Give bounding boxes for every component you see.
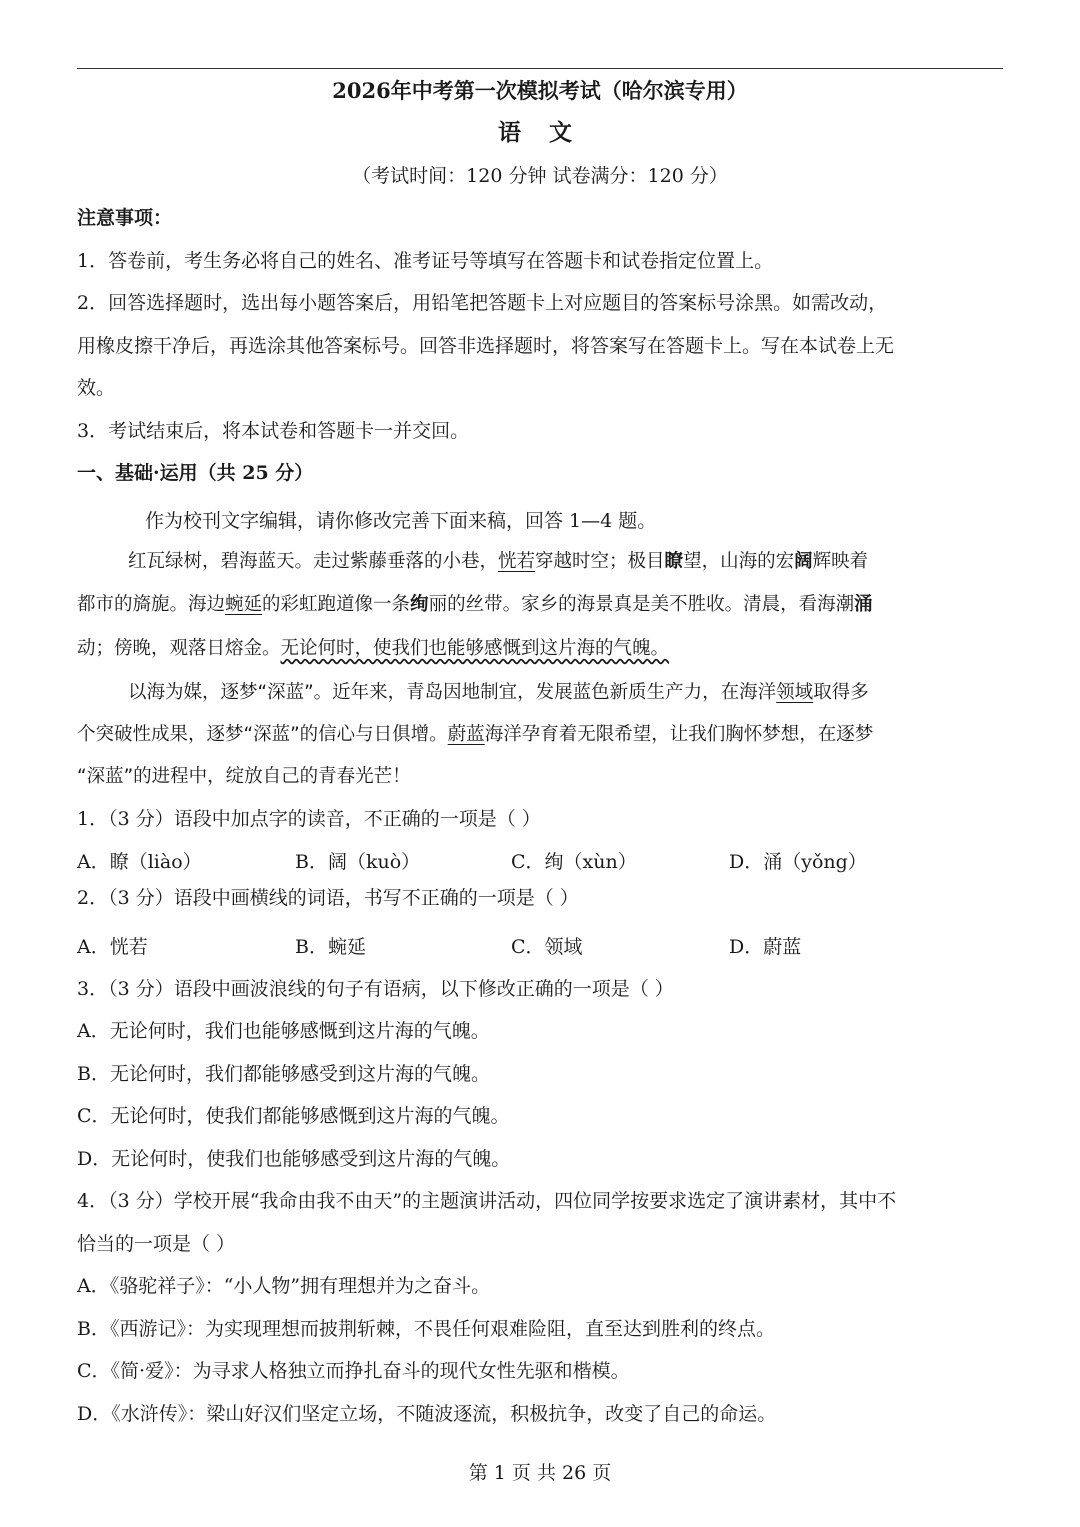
notice-item-2-line-3: 效。: [77, 377, 116, 399]
q3-option-a[interactable]: A．无论何时，我们也能够感慨到这片海的气魄。: [77, 1020, 490, 1042]
underlined-word-huangruo: 恍若: [498, 551, 536, 572]
notice-heading: 注意事项：: [77, 207, 173, 229]
passage-text: 以海为媒，逐梦“深蓝”。近年来，青岛因地制宜，发展蓝色新质生产力，在海洋: [128, 682, 777, 703]
q4-option-a[interactable]: A．《骆驼祥子》：“小人物”拥有理想并为之奋斗。: [77, 1275, 491, 1297]
passage-p2-line-2: [77, 722, 1003, 748]
q2-option-d[interactable]: D．蔚蓝: [729, 936, 802, 958]
section-intro: 作为校刊文字编辑，请你修改完善下面来稿，回答 1—4 题。: [145, 510, 657, 532]
q3-option-b[interactable]: B．无论何时，我们都能够感受到这片海的气魄。: [77, 1063, 490, 1085]
dotted-char-liao: 瞭: [664, 551, 684, 572]
passage-text: 望，山海的宏: [683, 551, 795, 572]
passage-p1-line-3: [77, 636, 1003, 662]
question-2-stem: 2．（3 分）语段中画横线的词语，书写不正确的一项是（ ）: [77, 887, 579, 909]
underlined-word-weilan: 蔚蓝: [447, 724, 485, 745]
q3-option-d[interactable]: D．无论何时，使我们也能够感受到这片海的气魄。: [77, 1148, 511, 1170]
passage-text: 海洋孕育着无限希望，让我们胸怀梦想，在逐梦: [484, 724, 874, 745]
q1-option-c[interactable]: C．绚（xùn）: [511, 851, 637, 873]
passage-text: 的彩虹跑道像一条: [262, 594, 411, 615]
passage-text: 穿越时空；极目: [535, 551, 665, 572]
passage-p1-line-2: [77, 592, 1003, 618]
dotted-char-yong: 涌: [854, 594, 873, 615]
q4-option-b[interactable]: B．《西游记》：为实现理想而披荆斩棘，不畏任何艰难险阻，直至达到胜利的终点。: [77, 1318, 775, 1340]
underlined-word-wanyan: 蜿延: [225, 594, 263, 615]
exam-info: （考试时间：120 分钟 试卷满分：120 分）: [352, 165, 728, 187]
passage-p1-line-1: [128, 549, 1003, 575]
q1-option-b[interactable]: B．阔（kuò）: [295, 851, 421, 873]
passage-text: 红瓦绿树，碧海蓝天。走过紫藤垂落的小巷，: [128, 551, 499, 572]
passage-p2-line-3: “深蓝”的进程中，绽放自己的青春光芒！: [77, 766, 411, 787]
q2-option-c[interactable]: C．领域: [511, 936, 583, 958]
top-rule: [77, 68, 1003, 69]
passage-text: 取得多: [813, 682, 869, 703]
passage-text: 个突破性成果，逐梦“深蓝”的信心与日俱增。: [77, 724, 448, 745]
notice-item-1: 1．答卷前，考生务必将自己的姓名、准考证号等填写在答题卡和试卷指定位置上。: [77, 250, 774, 272]
passage-text: 辉映着: [812, 551, 869, 572]
section-heading: 一、基础·运用（共 25 分）: [77, 462, 314, 484]
q1-option-d[interactable]: D．涌（yǒng）: [729, 851, 867, 873]
dotted-char-kuo: 阔: [794, 551, 813, 572]
notice-item-2-line-2: 用橡皮擦干净后，再选涂其他答案标号。回答非选择题时，将答案写在答题卡上。写在本试卷上无: [77, 335, 895, 357]
question-4-stem-line-2: 恰当的一项是（ ）: [77, 1233, 236, 1255]
question-4-stem-line-1: 4．（3 分）学校开展“我命由我不由天”的主题演讲活动，四位同学按要求选定了演讲素材，其中不: [77, 1190, 897, 1212]
q2-option-a[interactable]: A．恍若: [77, 936, 148, 958]
passage-text: 丽的丝带。家乡的海景真是美不胜收。清晨，看海潮: [428, 594, 855, 615]
passage-p2-line-1: [128, 680, 1003, 706]
question-1-stem: 1．（3 分）语段中加点字的读音，不正确的一项是（ ）: [77, 808, 541, 830]
dotted-char-xuan: 绚: [410, 594, 429, 615]
q3-option-c[interactable]: C．无论何时，使我们都能够感慨到这片海的气魄。: [77, 1105, 510, 1127]
passage-text: 都市的旖旎。海边: [77, 594, 226, 615]
subject-title: 语 文: [497, 119, 582, 146]
notice-item-3: 3．考试结束后，将本试卷和答题卡一并交回。: [77, 420, 470, 442]
q1-option-a[interactable]: A．瞭（liào）: [77, 851, 202, 873]
q4-option-c[interactable]: C．《简·爱》：为寻求人格独立而挣扎奋斗的现代女性先驱和楷模。: [77, 1360, 630, 1382]
wavy-sentence: 无论何时，使我们也能够感慨到这片海的气魄。: [280, 638, 670, 659]
q2-option-b[interactable]: B．蜿延: [295, 936, 366, 958]
question-3-stem: 3．（3 分）语段中画波浪线的句子有语病，以下修改正确的一项是（ ）: [77, 978, 674, 1000]
underlined-word-lingyu: 领域: [776, 682, 814, 703]
notice-item-2-line-1: 2．回答选择题时，选出每小题答案后，用铅笔把答题卡上对应题目的答案标号涂黑。如需改动，: [77, 292, 888, 314]
exam-title: 2026年中考第一次模拟考试（哈尔滨专用）: [332, 78, 748, 103]
passage-text: 动；傍晚，观落日熔金。: [77, 638, 281, 659]
q4-option-d[interactable]: D．《水浒传》：梁山好汉们坚定立场，不随波逐流，积极抗争，改变了自己的命运。: [77, 1403, 777, 1425]
page-number: 第 1 页 共 26 页: [468, 1462, 612, 1484]
